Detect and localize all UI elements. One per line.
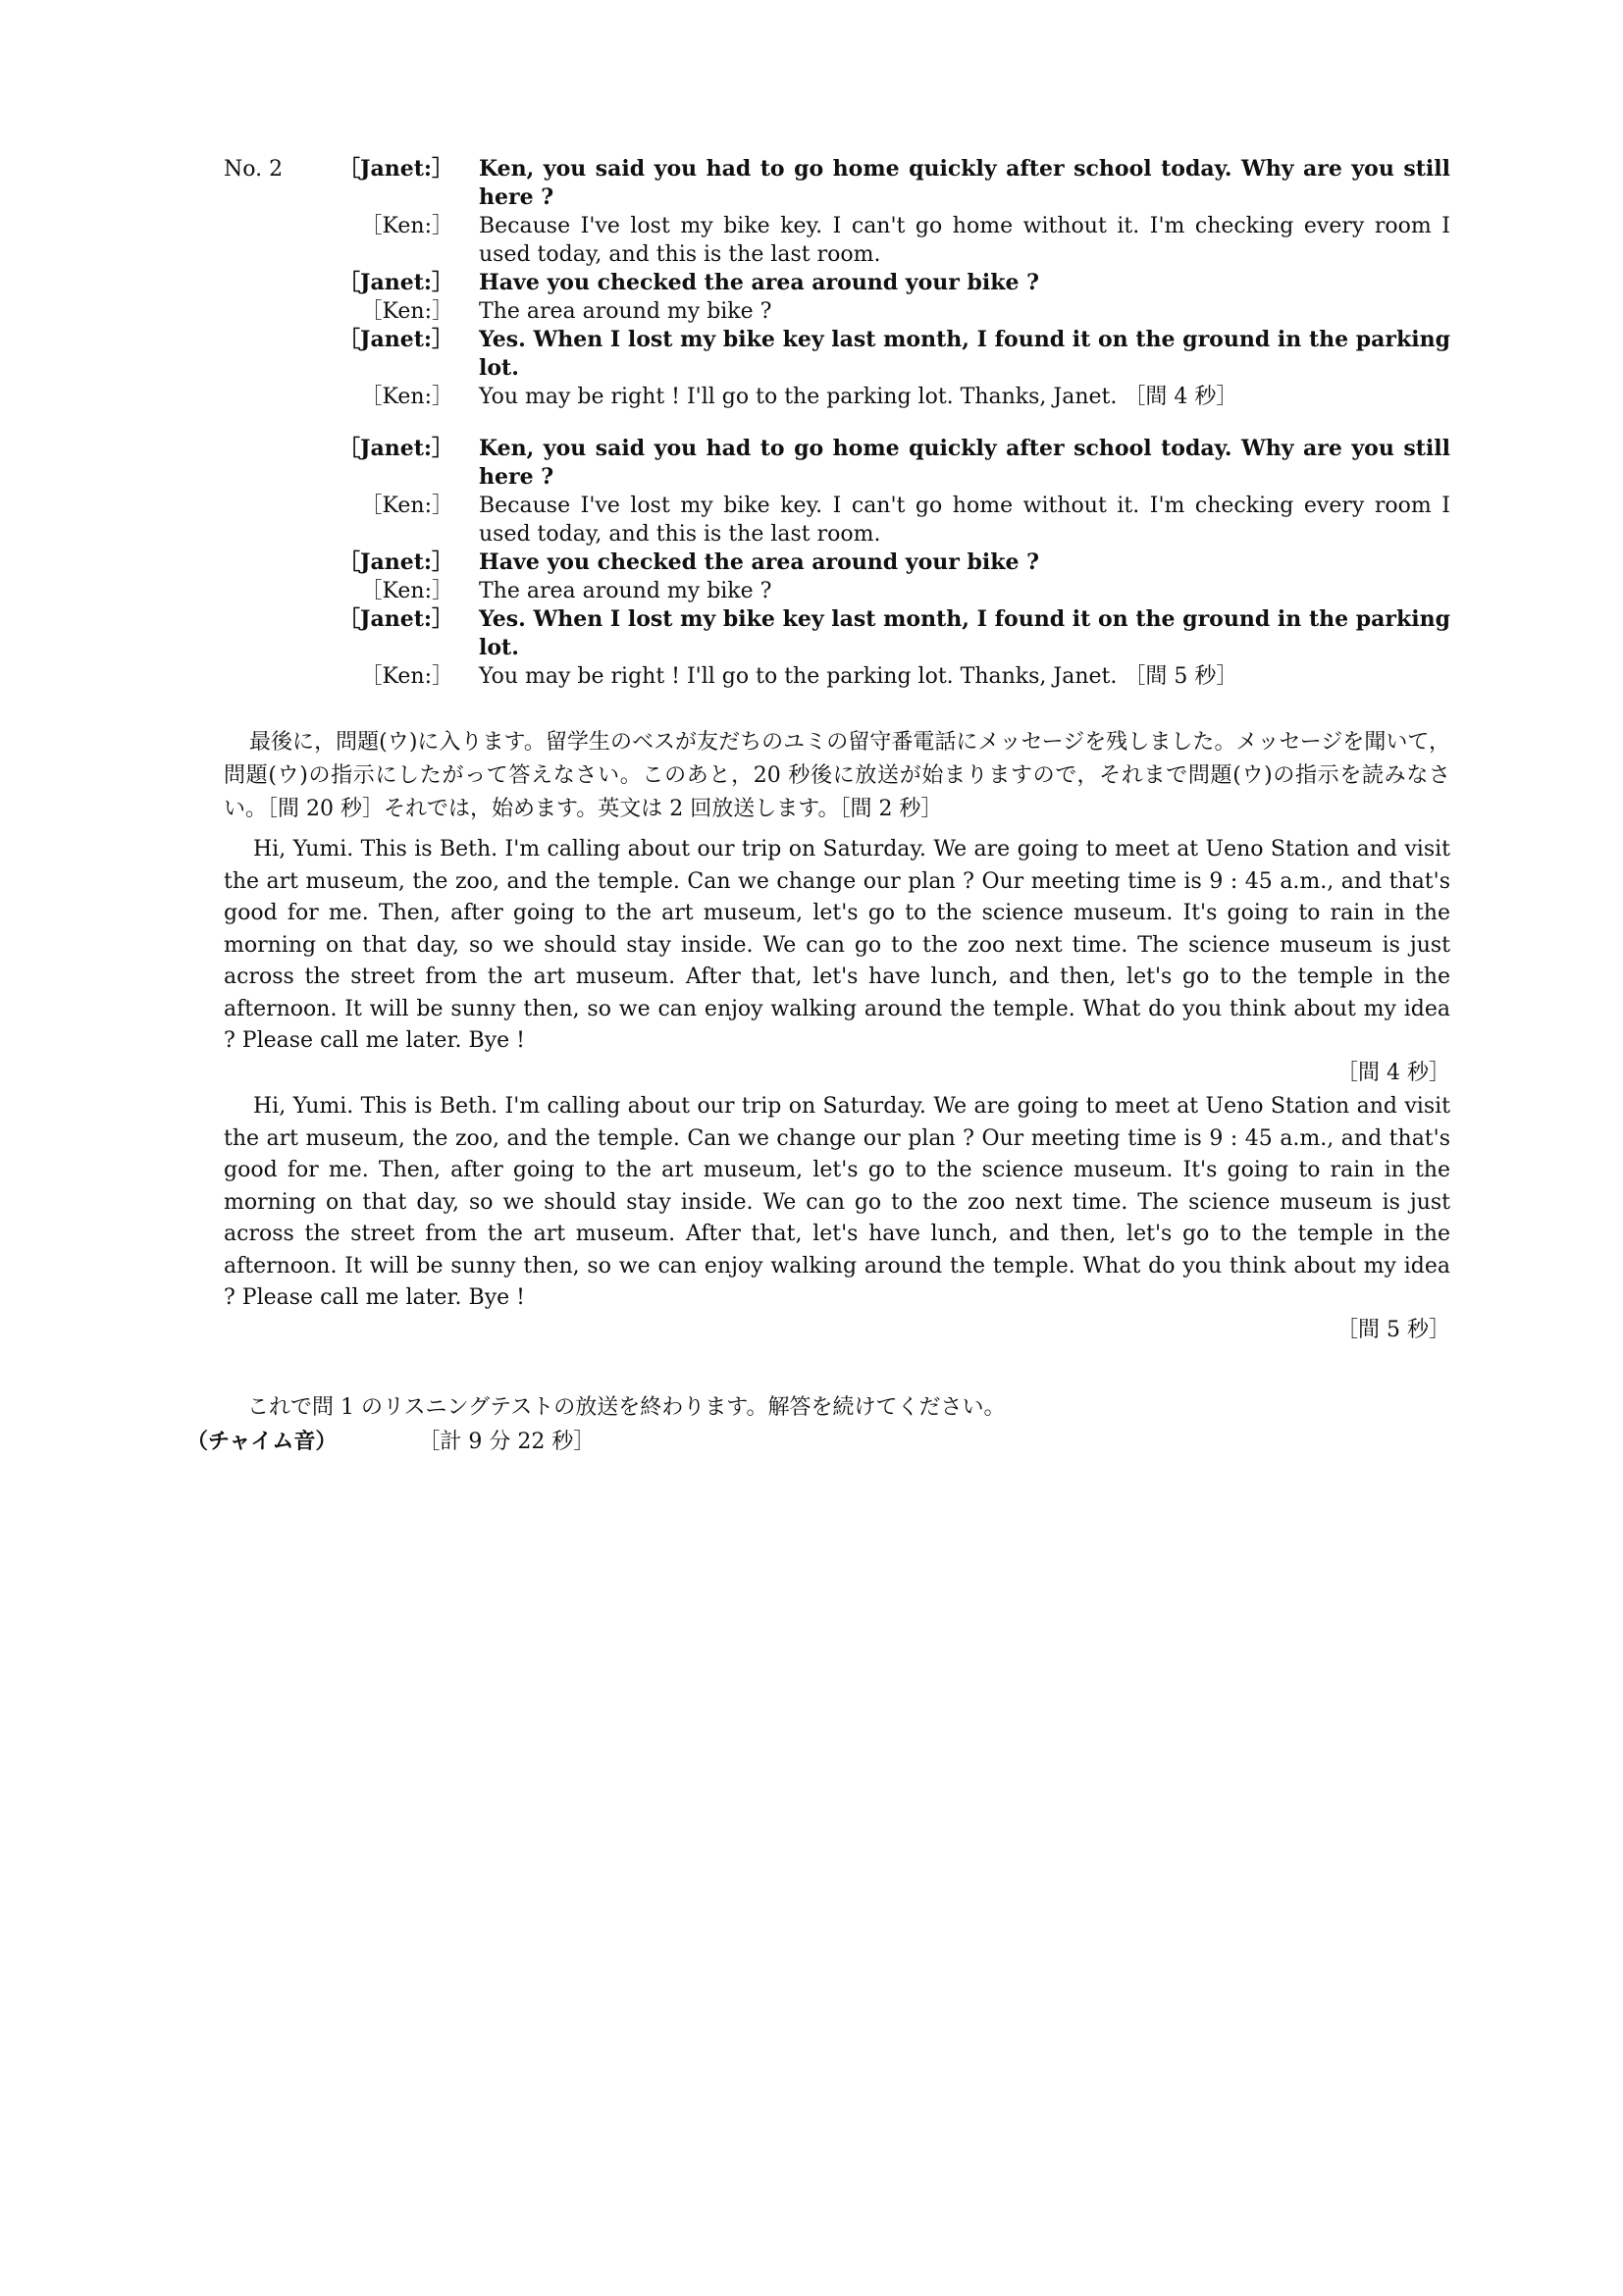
dialog-text: Because I've lost my bike key. I can't go home without it. I'm checking every room I used today, and this is the last room. xyxy=(479,494,1450,547)
dialog-line xyxy=(224,662,1450,691)
dialog-text: Ken, you said you had to go home quickly after school today. Why are you still here ? xyxy=(479,156,1450,210)
dialog-text: The area around my bike ? xyxy=(479,299,772,324)
dialog-text: Because I've lost my bike key. I can't go home without it. I'm checking every room I used today, and this is the last room. xyxy=(479,214,1450,267)
speaker-label: ［Ken:］ xyxy=(360,664,453,689)
question-number: No. 2 xyxy=(224,157,284,182)
number-spacer xyxy=(224,297,322,326)
dialog-line xyxy=(224,435,1450,492)
dialog-text: Yes. When I lost my bike key last month, I found it on the ground in the parking lot. xyxy=(479,327,1450,381)
speaker-label: ［Janet:］ xyxy=(339,436,453,461)
speaker-label: ［Janet:］ xyxy=(339,156,453,182)
pause-label: ［間 4 秒］ xyxy=(1336,1060,1450,1085)
instruction-paragraph: 最後に，問題(ウ)に入ります。留学生のベスが友だちのユミの留守番電話にメッセージを残しました。メッセージを聞いて，問題(ウ)の指示にしたがって答えなさい。このあと，20 秒後に放送が始まりますので，それまで問題(ウ)の指示を読みなさい。［間 20 秒］それでは，始めます。英文は 2 回放送します。［間 2 秒］ xyxy=(224,730,1450,821)
dialog-line xyxy=(224,269,1450,297)
speaker-label: ［Janet:］ xyxy=(339,270,453,295)
speaker-label: ［Ken:］ xyxy=(360,494,453,518)
number-spacer xyxy=(224,577,322,605)
speaker-label: ［Janet:］ xyxy=(339,549,453,575)
dialog-line xyxy=(224,155,1450,212)
chime-label: （チャイム音） xyxy=(186,1429,338,1454)
dialog-line xyxy=(224,548,1450,577)
number-spacer xyxy=(224,605,322,662)
dialog-line xyxy=(224,492,1450,548)
voicemail-message-second xyxy=(224,1091,1450,1346)
speaker-label: ［Janet:］ xyxy=(339,606,453,632)
voicemail-message-first xyxy=(224,834,1450,1089)
number-spacer xyxy=(224,492,322,548)
pause-label: ［間 5 秒］ xyxy=(1336,1317,1450,1342)
total-time: ［計 9 分 22 秒］ xyxy=(418,1430,596,1454)
dialog-line xyxy=(224,212,1450,269)
number-spacer xyxy=(224,383,322,411)
dialog-text: Have you checked the area around your bike ? xyxy=(479,549,1040,575)
dialog-text: You may be right ! I'll go to the parking lot. Thanks, Janet. ［間 4 秒］ xyxy=(479,385,1238,409)
number-spacer xyxy=(224,435,322,492)
chime-line xyxy=(186,1425,595,1459)
dialog-line xyxy=(224,326,1450,383)
dialog-text: Ken, you said you had to go home quickly after school today. Why are you still here ? xyxy=(479,436,1450,490)
dialog-text: Yes. When I lost my bike key last month, I found it on the ground in the parking lot. xyxy=(479,606,1450,660)
speaker-label: ［Ken:］ xyxy=(360,579,453,603)
dialog-line xyxy=(224,383,1450,411)
dialog-text: The area around my bike ? xyxy=(479,579,772,603)
number-spacer xyxy=(224,326,322,383)
dialog-no2 xyxy=(224,155,1450,714)
dialog-line xyxy=(224,577,1450,605)
dialog-text: You may be right ! I'll go to the parking lot. Thanks, Janet. ［間 5 秒］ xyxy=(479,664,1238,689)
speaker-label: ［Ken:］ xyxy=(360,385,453,409)
message-text: Hi, Yumi. This is Beth. I'm calling about our trip on Saturday. We are going to meet at Ueno Station and visit the art museum, the zoo, and the temple. Can we change our plan ? Our meeting time is 9 : 45 a.m., and that's good for me. Then, after going to the art museum, let's go to the science museum. It's going to rain in the morning on that day, so we should stay inside. We can go to the zoo next time. The science museum is just across the street from the art museum. After that, let's have lunch, and then, let's go to the temple in the afternoon. It will be sunny then, so we can enjoy walking around the temple. What do you think about my idea ? Please call me later. Bye ! xyxy=(224,1094,1450,1310)
speaker-label: ［Janet:］ xyxy=(339,327,453,352)
dialog-block xyxy=(224,155,1450,411)
number-spacer xyxy=(224,212,322,269)
dialog-line xyxy=(224,605,1450,662)
closing-note: これで問 1 のリスニングテストの放送を終わります。解答を続けてください。 xyxy=(247,1395,1006,1420)
dialog-block xyxy=(224,435,1450,691)
message-text: Hi, Yumi. This is Beth. I'm calling about our trip on Saturday. We are going to meet at Ueno Station and visit the art museum, the zoo, and the temple. Can we change our plan ? Our meeting time is 9 : 45 a.m., and that's good for me. Then, after going to the art museum, let's go to the science museum. It's going to rain in the morning on that day, so we should stay inside. We can go to the zoo next time. The science museum is just across the street from the art museum. After that, let's have lunch, and then, let's go to the temple in the afternoon. It will be sunny then, so we can enjoy walking around the temple. What do you think about my idea ? Please call me later. Bye ! xyxy=(224,837,1450,1053)
speaker-label: ［Ken:］ xyxy=(360,299,453,324)
number-spacer xyxy=(224,269,322,297)
dialog-line xyxy=(224,297,1450,326)
number-spacer xyxy=(224,548,322,577)
speaker-label: ［Ken:］ xyxy=(360,214,453,238)
dialog-text: Have you checked the area around your bike ? xyxy=(479,270,1040,295)
number-spacer xyxy=(224,662,322,691)
